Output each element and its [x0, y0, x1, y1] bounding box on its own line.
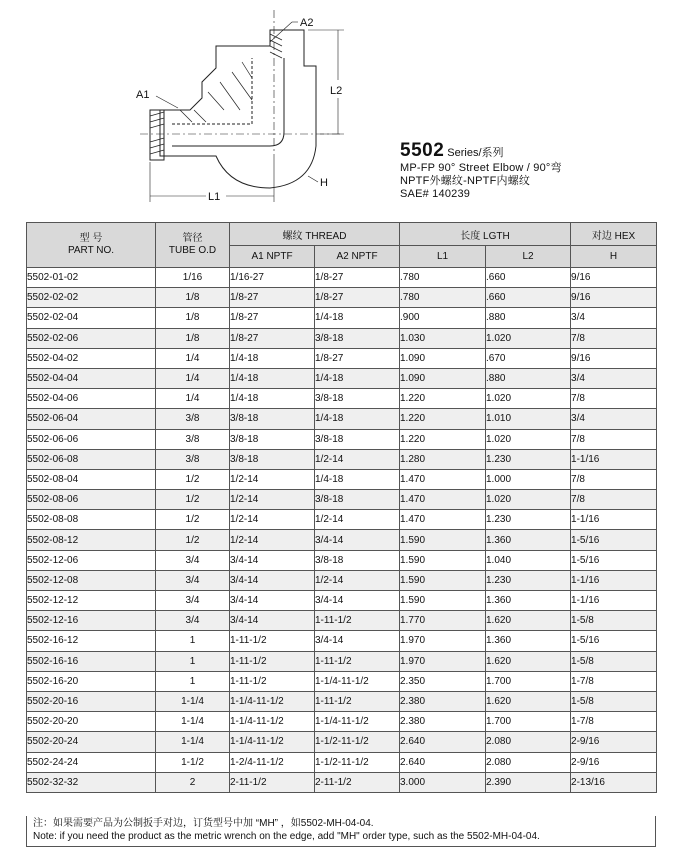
cell-tube: 2 [156, 772, 230, 792]
cell-h: 2-9/16 [571, 752, 657, 772]
table-row [27, 328, 657, 348]
sae-number: SAE# 140239 [400, 188, 471, 200]
cell-a1: 3/4-14 [230, 591, 315, 611]
cell-a2: 3/4-14 [315, 631, 400, 651]
cell-tube: 1/2 [156, 490, 230, 510]
cell-l1: 2.350 [400, 671, 486, 691]
table-row [27, 591, 657, 611]
header-hex: 对边 HEX [571, 223, 657, 246]
cell-a2: 1-1/2-11-1/2 [315, 732, 400, 752]
cell-a1: 1/4-18 [230, 368, 315, 388]
male-thread-stub [150, 110, 164, 160]
label-a1: A1 [136, 89, 150, 101]
cell-l2: .660 [486, 268, 571, 288]
thread-type: NPTF外螺纹-NPTF内螺纹 [400, 175, 531, 187]
series-title [400, 140, 562, 162]
cell-pn: 5502-02-04 [27, 308, 156, 328]
cell-h: 7/8 [571, 490, 657, 510]
cell-l1: 1.590 [400, 550, 486, 570]
cell-l1: .900 [400, 308, 486, 328]
cell-a2: 1/2-14 [315, 510, 400, 530]
cell-tube: 1 [156, 631, 230, 651]
series-word: Series/系列 [447, 147, 504, 159]
table-row [27, 469, 657, 489]
cell-l2: 2.390 [486, 772, 571, 792]
table-row [27, 308, 657, 328]
table-row [27, 651, 657, 671]
cell-pn: 5502-20-16 [27, 691, 156, 711]
series-title-block [400, 140, 562, 201]
table-row [27, 712, 657, 732]
cell-h: 9/16 [571, 348, 657, 368]
table-row [27, 611, 657, 631]
cell-l1: 1.770 [400, 611, 486, 631]
cell-h: 1-5/8 [571, 651, 657, 671]
cell-pn: 5502-06-06 [27, 429, 156, 449]
cell-tube: 1/8 [156, 328, 230, 348]
cell-a1: 3/4-14 [230, 570, 315, 590]
inner-bore-2 [172, 58, 284, 146]
cell-a1: 1/2-14 [230, 469, 315, 489]
cell-h: 1-1/16 [571, 449, 657, 469]
cell-h: 3/4 [571, 368, 657, 388]
cell-a1: 1/16-27 [230, 268, 315, 288]
cell-l1: 1.470 [400, 490, 486, 510]
cell-l2: 1.620 [486, 611, 571, 631]
cell-a2: 1/2-14 [315, 570, 400, 590]
cell-l2: .670 [486, 348, 571, 368]
table-row [27, 772, 657, 792]
cell-pn: 5502-32-32 [27, 772, 156, 792]
cell-a1: 1-1/4-11-1/2 [230, 732, 315, 752]
cell-tube: 1/4 [156, 368, 230, 388]
table-row [27, 389, 657, 409]
cell-l2: 1.360 [486, 591, 571, 611]
cell-h: 7/8 [571, 429, 657, 449]
table-row [27, 409, 657, 429]
cell-tube: 1-1/4 [156, 712, 230, 732]
cell-pn: 5502-06-04 [27, 409, 156, 429]
cell-a1: 3/4-14 [230, 550, 315, 570]
spec-table [26, 222, 657, 793]
header-part-no: 型 号 PART NO. [27, 223, 156, 268]
cell-tube: 1/4 [156, 348, 230, 368]
table-row [27, 449, 657, 469]
cell-l2: 1.020 [486, 490, 571, 510]
cell-pn: 5502-12-16 [27, 611, 156, 631]
cell-pn: 5502-16-16 [27, 651, 156, 671]
cell-h: 1-1/16 [571, 591, 657, 611]
cell-l1: 2.640 [400, 732, 486, 752]
cell-l2: 1.700 [486, 671, 571, 691]
cell-tube: 3/8 [156, 449, 230, 469]
cell-a1: 3/8-18 [230, 429, 315, 449]
header-h: H [571, 246, 657, 268]
cell-tube: 1 [156, 671, 230, 691]
cell-tube: 1-1/4 [156, 732, 230, 752]
cell-l2: 2.080 [486, 732, 571, 752]
cell-pn: 5502-12-12 [27, 591, 156, 611]
cell-a1: 2-11-1/2 [230, 772, 315, 792]
cell-pn: 5502-12-08 [27, 570, 156, 590]
header-length: 长度 LGTH [400, 223, 571, 246]
table-row [27, 368, 657, 388]
cell-h: 1-1/16 [571, 570, 657, 590]
cell-l2: 1.620 [486, 691, 571, 711]
cell-a2: 1/8-27 [315, 348, 400, 368]
label-h: H [320, 177, 328, 189]
cell-h: 7/8 [571, 469, 657, 489]
elbow-diagram [120, 6, 360, 206]
cell-l2: .880 [486, 368, 571, 388]
table-row [27, 752, 657, 772]
cell-h: 1-5/16 [571, 530, 657, 550]
cell-a1: 1/2-14 [230, 490, 315, 510]
cell-l1: 1.970 [400, 631, 486, 651]
cell-a2: 1-1/4-11-1/2 [315, 712, 400, 732]
cell-l1: 1.590 [400, 591, 486, 611]
cell-l2: 1.230 [486, 570, 571, 590]
header-l2: L2 [486, 246, 571, 268]
cell-tube: 1/8 [156, 288, 230, 308]
cell-a2: 1/2-14 [315, 449, 400, 469]
table-row [27, 510, 657, 530]
cell-a1: 3/8-18 [230, 449, 315, 469]
cell-l1: 1.220 [400, 409, 486, 429]
cell-a2: 3/4-14 [315, 591, 400, 611]
cell-a1: 1-11-1/2 [230, 651, 315, 671]
cell-a2: 1/4-18 [315, 368, 400, 388]
table-row [27, 268, 657, 288]
cell-pn: 5502-04-02 [27, 348, 156, 368]
cell-l2: .880 [486, 308, 571, 328]
cell-h: 1-5/8 [571, 611, 657, 631]
header-a2: A2 NPTF [315, 246, 400, 268]
cell-a1: 1-1/4-11-1/2 [230, 691, 315, 711]
cell-pn: 5502-20-24 [27, 732, 156, 752]
cell-h: 3/4 [571, 308, 657, 328]
cell-l2: 2.080 [486, 752, 571, 772]
cell-l1: 2.380 [400, 712, 486, 732]
cell-a2: 1/8-27 [315, 268, 400, 288]
table-row [27, 570, 657, 590]
cell-pn: 5502-20-20 [27, 712, 156, 732]
cell-a2: 3/8-18 [315, 389, 400, 409]
cell-l1: 1.590 [400, 570, 486, 590]
cell-a1: 1-11-1/2 [230, 631, 315, 651]
header-thread: 螺纹 THREAD [230, 223, 400, 246]
cell-a2: 1-11-1/2 [315, 651, 400, 671]
cell-tube: 3/4 [156, 550, 230, 570]
cell-pn: 5502-08-04 [27, 469, 156, 489]
cell-h: 9/16 [571, 268, 657, 288]
cell-h: 1-7/8 [571, 671, 657, 691]
cell-l2: 1.230 [486, 449, 571, 469]
cell-pn: 5502-16-20 [27, 671, 156, 691]
cell-a1: 1-1/4-11-1/2 [230, 712, 315, 732]
cell-tube: 1/2 [156, 510, 230, 530]
table-row [27, 631, 657, 651]
cell-l2: 1.020 [486, 429, 571, 449]
cell-l2: 1.620 [486, 651, 571, 671]
cell-a2: 1/4-18 [315, 409, 400, 429]
cell-a2: 1/4-18 [315, 308, 400, 328]
cell-a1: 3/8-18 [230, 409, 315, 429]
cell-l1: 1.090 [400, 348, 486, 368]
cell-tube: 3/4 [156, 591, 230, 611]
cell-a2: 1-1/4-11-1/2 [315, 671, 400, 691]
cell-tube: 1/2 [156, 469, 230, 489]
cell-h: 2-13/16 [571, 772, 657, 792]
cell-h: 1-5/8 [571, 691, 657, 711]
cell-l2: 1.010 [486, 409, 571, 429]
cell-a2: 1/8-27 [315, 288, 400, 308]
cell-tube: 3/8 [156, 409, 230, 429]
cell-h: 7/8 [571, 328, 657, 348]
note-cn: 注：如果需要产品为公制扳手对边，订货型号中加 “MH” ，如5502-MH-04-04. [33, 818, 374, 829]
cell-a2: 1-1/2-11-1/2 [315, 752, 400, 772]
cell-a1: 3/4-14 [230, 611, 315, 631]
cell-tube: 3/8 [156, 429, 230, 449]
cell-tube: 1/8 [156, 308, 230, 328]
cell-a1: 1-11-1/2 [230, 671, 315, 691]
label-l1: L1 [208, 191, 221, 203]
cell-a2: 2-11-1/2 [315, 772, 400, 792]
spec-table-body [27, 268, 657, 793]
cell-l1: 1.470 [400, 510, 486, 530]
cell-a2: 3/8-18 [315, 550, 400, 570]
table-row [27, 288, 657, 308]
cell-l1: .780 [400, 268, 486, 288]
table-row [27, 732, 657, 752]
cell-pn: 5502-24-24 [27, 752, 156, 772]
cell-h: 1-7/8 [571, 712, 657, 732]
cell-h: 3/4 [571, 409, 657, 429]
cell-tube: 1-1/4 [156, 691, 230, 711]
cell-h: 9/16 [571, 288, 657, 308]
cell-l2: 1.360 [486, 530, 571, 550]
cell-l2: 1.700 [486, 712, 571, 732]
header-tube-od: 管径 TUBE O.D [156, 223, 230, 268]
cell-tube: 1-1/2 [156, 752, 230, 772]
cell-tube: 1/4 [156, 389, 230, 409]
order-note [26, 816, 656, 847]
cell-l2: 1.000 [486, 469, 571, 489]
cell-l1: 1.090 [400, 368, 486, 388]
cell-l2: 1.040 [486, 550, 571, 570]
label-a2: A2 [300, 17, 314, 29]
table-row [27, 530, 657, 550]
table-row [27, 348, 657, 368]
cell-pn: 5502-02-06 [27, 328, 156, 348]
cell-h: 1-5/16 [571, 550, 657, 570]
cell-a2: 1-11-1/2 [315, 691, 400, 711]
cell-pn: 5502-12-06 [27, 550, 156, 570]
cell-pn: 5502-08-06 [27, 490, 156, 510]
cell-l1: 3.000 [400, 772, 486, 792]
cell-h: 1-5/16 [571, 631, 657, 651]
elbow-drawing [120, 6, 360, 206]
cell-a1: 1/2-14 [230, 510, 315, 530]
product-name: MP-FP 90° Street Elbow / 90°弯 [400, 162, 562, 174]
cell-a1: 1-2/4-11-1/2 [230, 752, 315, 772]
cell-l2: 1.230 [486, 510, 571, 530]
cell-l2: 1.020 [486, 389, 571, 409]
cell-tube: 1/2 [156, 530, 230, 550]
table-row [27, 671, 657, 691]
cell-l1: 1.470 [400, 469, 486, 489]
cell-l1: 1.970 [400, 651, 486, 671]
cell-l1: 1.590 [400, 530, 486, 550]
table-row [27, 490, 657, 510]
cell-a1: 1/8-27 [230, 308, 315, 328]
cell-a2: 1-11-1/2 [315, 611, 400, 631]
cell-tube: 1 [156, 651, 230, 671]
cell-l1: 1.030 [400, 328, 486, 348]
cell-l1: 2.380 [400, 691, 486, 711]
cell-a1: 1/8-27 [230, 288, 315, 308]
cell-tube: 1/16 [156, 268, 230, 288]
table-row [27, 550, 657, 570]
series-number: 5502 [400, 140, 445, 161]
header-a1: A1 NPTF [230, 246, 315, 268]
label-l2: L2 [330, 85, 343, 97]
cell-a2: 3/8-18 [315, 429, 400, 449]
cell-pn: 5502-01-02 [27, 268, 156, 288]
cell-a1: 1/4-18 [230, 389, 315, 409]
cell-pn: 5502-08-08 [27, 510, 156, 530]
cell-l1: 1.220 [400, 389, 486, 409]
cell-pn: 5502-04-04 [27, 368, 156, 388]
table-row [27, 691, 657, 711]
cell-a1: 1/8-27 [230, 328, 315, 348]
cell-h: 7/8 [571, 389, 657, 409]
cell-l2: 1.360 [486, 631, 571, 651]
header-l1: L1 [400, 246, 486, 268]
body-outline [160, 30, 316, 188]
cell-a2: 3/8-18 [315, 328, 400, 348]
cell-l2: .660 [486, 288, 571, 308]
cell-a2: 3/8-18 [315, 490, 400, 510]
cell-tube: 3/4 [156, 570, 230, 590]
cell-l1: .780 [400, 288, 486, 308]
cell-a1: 1/4-18 [230, 348, 315, 368]
cell-pn: 5502-02-02 [27, 288, 156, 308]
cell-a2: 3/4-14 [315, 530, 400, 550]
cell-a1: 1/2-14 [230, 530, 315, 550]
cell-l1: 2.640 [400, 752, 486, 772]
cell-a2: 1/4-18 [315, 469, 400, 489]
cell-h: 1-1/16 [571, 510, 657, 530]
cell-l2: 1.020 [486, 328, 571, 348]
note-en: Note: if you need the product as the metric wrench on the edge, add "MH" order type, such as the 5502-MH-04-04. [33, 831, 540, 842]
cell-tube: 3/4 [156, 611, 230, 631]
table-row [27, 429, 657, 449]
cell-pn: 5502-16-12 [27, 631, 156, 651]
cell-l1: 1.220 [400, 429, 486, 449]
cell-pn: 5502-06-08 [27, 449, 156, 469]
cell-l1: 1.280 [400, 449, 486, 469]
cell-pn: 5502-04-06 [27, 389, 156, 409]
cell-pn: 5502-08-12 [27, 530, 156, 550]
cell-h: 2-9/16 [571, 732, 657, 752]
